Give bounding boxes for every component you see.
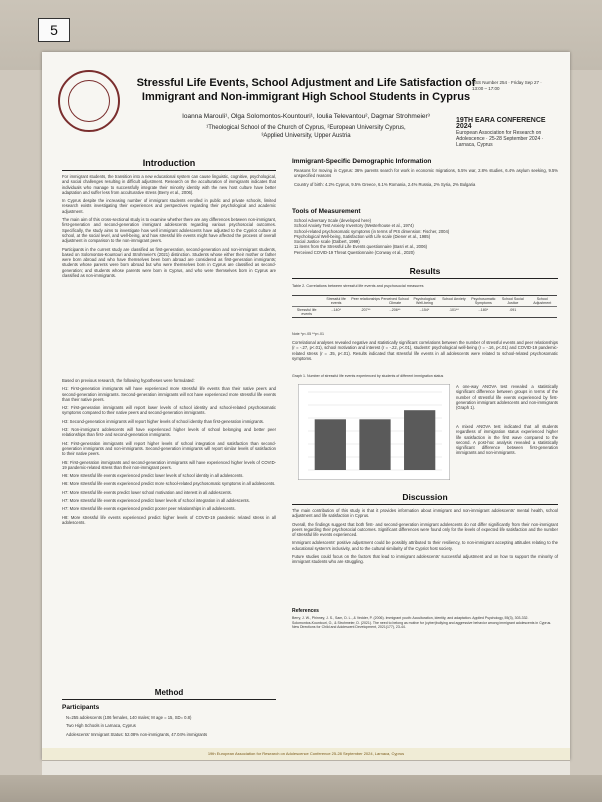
table-header-row: Stressful life events Peer relationships Perceived School Climate Psychological Well-being School Anxiety Psychosomatic Symptoms School Social Justice School Adjustment	[326, 297, 552, 305]
participants-list: N=255 adolescents (106 females, 140 males; M age = 15, SD= 0.8) Two High Schools in Larnaca, Cyprus Adolescents' Immigrant Status: 52.08% non-immigrants, 47.04% immigrants	[66, 715, 208, 737]
references-list: Berry, J. W., Phinney, J. S., Sam, D. L., & Vedder, P. (2006). Immigrant youth: Acculturation, identity, and adaptation. Applied Psychology, 55(3), 303-332. Solomontos-Kountouri, O., & Strohmeier, D. (2021). The need to belong as motive for (cyber)bullying and aggressive behavior among immigrant adolescents in Cyprus. New Directions for Child and Adolescent Development, 2021(177), 23-44.	[292, 616, 552, 630]
divider	[62, 699, 276, 700]
bar-3	[404, 410, 435, 470]
discussion-text: The main contribution of this study is that it provides information about immigrant and non-immigrant adolescents' mental health, school adjustment and life satisfaction in Cyprus. Overall, the findings suggest that both first- and second-generation immigrant adolescents do not differ significantly from their non-immigrant peers regarding their psychosocial outcomes. Significant differences were found only for the levels of expected life satisfaction and the number of stressful life events experienced. Immigrant adolescents' positive adjustment could be possibly attributed to their resiliency, to non-immigrant accepting attitudes relating to the educational system's inclusivity, and to the cultural similarity of the Cypriot host society. Future studies could focus on the factors that lead to immigrant adolescents' successful adjustment and on how to support the minority of immigrant students who are struggling.	[292, 508, 558, 565]
tools-list: School Adversary Scale (developed here) School Anxiety Test Anxiety Inventory (Westerhouse et al., 1974) School-related psychosomatic symptoms (in terms of PIS dimension: Fischer, 2004) Psychological Well-being, Satisfaction with Life scale (Diener et al., 1985) Social Justice scale (Dalbert, 1999) 11 items from the Stressful Life Events questionnaire (Basri et al., 2006) Perceived COVID-19 Threat Questionnaire (Conway et al., 2020)	[294, 218, 450, 255]
results-text: Correlational analyses revealed negative and statistically significant correlations between the number of stressful events and peer relationships (r = -.27, p<.01), school motivation and interest (r = -.22, p<.01), students' psychological well-being (r = -.16, p<.01) and COVID-19 pandemic-related stress (r = .35, p<.01). Results indicated that stressful life events in all adolescents were related to school-related psychosomatic symptoms.	[292, 340, 558, 361]
poster-title: Stressful Life Events, School Adjustment and Life Satisfaction of Immigrant and Non-immigrant High School Students in Cyprus	[136, 77, 476, 103]
method-heading: Method	[154, 688, 184, 697]
hypotheses-list: Based on previous research, the following hypotheses were formulated: H1: First-generation immigrants will have experienced more stressful life events than their native peers and second-generation immigrants. Second-generation immigrants will not have experienced more stressful life events than their native peers. H2: First-generation immigrants will report lower levels of school identity and school-related psychosomatic symptoms compared to their native peers and second-generation immigrants. H3: Second-generation immigrants will report higher levels of school identity than first-generation immigrants. H3: Non-immigrant adolescents will have experienced higher levels of school belonging and better peer relationships than first- and second-generation immigrants. H4: First-generation immigrants will report higher levels of school integration and satisfaction than second-generation immigrants and non-immigrants. Second-generation immigrants will report similar levels of satisfaction to their native peers. H5: First-generation immigrants and second-generation immigrants will have experienced higher levels of COVID-19 pandemic-related stress than their non-immigrant peers. H6: More stressful life events experienced predict lower levels of school identity in all adolescents. H6: More stressful life events experienced predict more school-related psychosomatic symptoms in all adolescents. H7: More stressful life events predict lower school motivation and interest in all adolescents. H7: More stressful life events experienced predict lower levels of school integration in all adolescents. H7: More stressful life events experienced predict poorer peer relationships in all adolescents. H8: More stressful life events experienced predict higher levels of COVID-19 pandemic related stress in all adolescents.	[62, 378, 276, 525]
demographics-heading: Immigrant-Specific Demographic Information	[292, 158, 432, 165]
stressful-events-bar-chart	[298, 384, 450, 480]
poster-authors: Ioanna Marouli¹, Olga Solomontos-Kountouri¹, Ioulia Televantou², Dagmar Strohmeier³	[182, 113, 430, 120]
table-note: Note *p<.05 **p<.01	[292, 332, 324, 336]
results-heading: Results	[409, 266, 441, 276]
conference-label: 19TH EARA CONFERENCE 2024 European Association for Research on Adolescence · 25-28 September 2024 · Larnaca, Cyprus	[456, 117, 546, 148]
references-heading: References	[292, 608, 319, 614]
participants-heading: Participants	[62, 704, 100, 711]
anova-text-2: A mixed ANOVA test indicated that all students regardless of immigration status experienced higher life satisfaction in the first wave compared to the second. A post-hoc analysis revealed a statistically significant difference between first-generation immigrants and non-immigrants.	[456, 424, 558, 456]
session-sticker: PSS Number 254 · Friday Sep 27 · 13:00 – 17:00	[472, 80, 542, 91]
bar-1	[315, 419, 346, 470]
divider	[292, 278, 558, 279]
board-base	[0, 775, 602, 802]
divider	[292, 504, 558, 505]
demographics-list: Reasons for moving in Cyprus: 36% parents search for work in economic migrations, 5.5% war, 2.8% studies, 6.4% asylum seeking, 9.5% unspecified reasons Country of birth: 4.2% Cyprus, 9.5% Greece, 6.1% Romania, 2.4% Russia, 2% Syria, 2% Bulgaria	[294, 168, 558, 187]
university-seal-icon	[58, 70, 120, 132]
divider	[62, 170, 276, 171]
introduction-text: For immigrant students, the transition into a new educational system can cause linguistic, cognitive, psychological, and social challenges resulting in difficult adjustment. Research on the acculturation of immigrants indicates that individuals who manage to successfully integrate their minority identity with the new host culture have better adaptation and suffer less from acculturative stress (Berry et al., 2006). In Cyprus despite the increasing number of immigrant students enrolled in public and private schools, limited research exists investigating their experiences and perspectives regarding their psychological and academic adjustment. The main aim of this cross-sectional study is to examine whether there are any differences between non-immigrant, first-generation and second-generation immigrant adolescents regarding various psychosocial outcomes. Specifically, the study aims to investigate how well immigrant adolescents have adjusted to the Cypriot culture at school, at the social level, and well-being, and how stressful life events might have affected the process of overall adjustment in comparison to the non-immigrant peers. Participants in the current study are classified as first-generation, second-generation and non-immigrant students, based on Solomontos-Kountouri and Strohmeier's (2021) distinction. Students whose either their mother or father were born abroad and who have themselves been born abroad are considered as first-generation immigrants; students whose parents were born abroad but who were themselves born in Cyprus are classified as second-generation; and students whose parents were born in Cyprus, and who were themselves born in Cyprus are classified as non-immigrants.	[62, 174, 276, 279]
table-caption: Table 2. Correlations between stressful life events and psychosocial measures	[292, 284, 424, 288]
chart-caption: Graph 1. Number of stressful life events experienced by students of different immigration status	[292, 374, 444, 378]
table-row: Stressful life events -.140* .207** -.206** -.154* .101** -.180* .091	[292, 306, 557, 317]
discussion-heading: Discussion	[402, 492, 448, 502]
poster-bottom-edge	[42, 760, 570, 775]
poster-footer: 19th European Association for Research on Adolescence Conference 25-28 September 2024, Larnaca, Cyprus	[42, 748, 570, 760]
introduction-heading: Introduction	[142, 158, 196, 168]
correlation-table	[292, 295, 557, 318]
poster	[42, 52, 570, 760]
poster-number-card: 5	[38, 18, 70, 42]
tools-heading: Tools of Measurement	[292, 208, 361, 215]
anova-text-1: A one-way ANOVA test revealed a statistically significant difference between groups in terms of the number of stressful life events experienced by first-generation immigrant adolescents and non-immigrants (Graph 1).	[456, 384, 558, 411]
bar-2	[359, 419, 390, 470]
poster-affiliations: ¹Theological School of the Church of Cyprus, ²European University Cyprus, ³Applied University, Upper Austria	[206, 125, 406, 139]
